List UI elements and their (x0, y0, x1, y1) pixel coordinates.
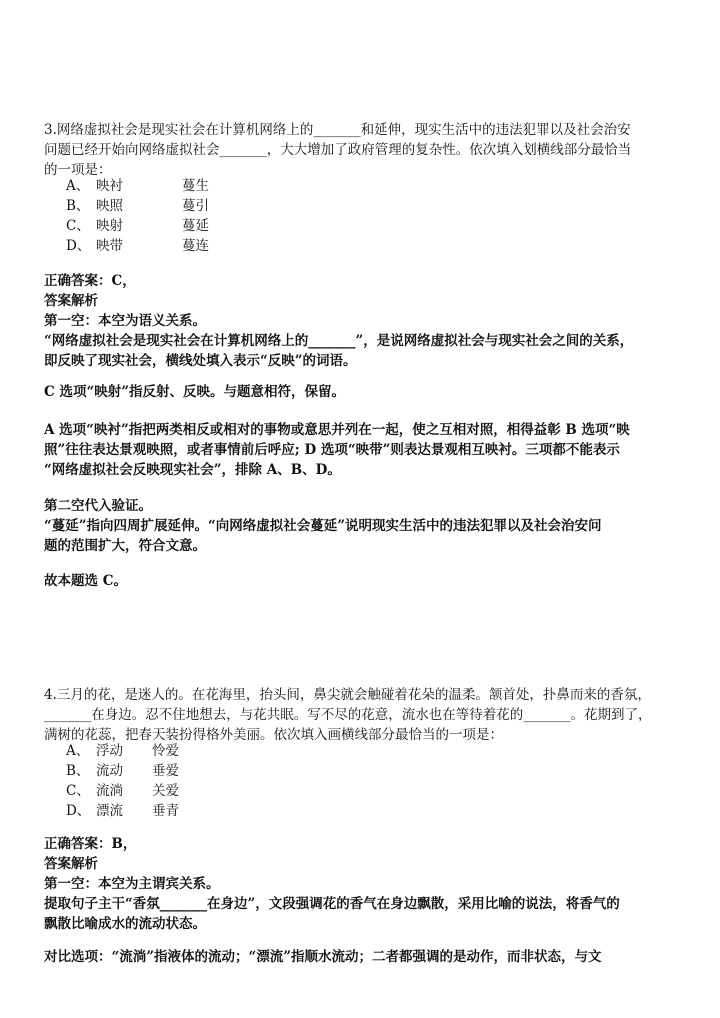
q4-analysis-line: 提取句子主干“香氛_______在身边”，文段强调花的香气在身边飘散，采用比喻的说法，将香气的 (44, 896, 620, 912)
option-word1: 流淌 (96, 783, 123, 799)
q3-stem-line: 的一项是： (44, 162, 112, 178)
q3-analysis-line: 即反映了现实社会，横线处填入表示“反映”的词语。 (44, 353, 357, 369)
q3-analysis-title: 答案解析 (44, 293, 98, 309)
option-word1: 映射 (96, 218, 123, 234)
q3-analysis-line: 第二空代入验证。 (44, 498, 152, 514)
option-word2: 怜爱 (152, 743, 179, 759)
q3-answer-block (44, 271, 684, 371)
q3-para2 (44, 382, 684, 402)
option-letter: A、 (66, 178, 90, 194)
option-word2: 蔓引 (182, 198, 209, 214)
q3-analysis-line: “蔓延”指向四周扩展延伸。“向网络虚拟社会蔓延”说明现实生活中的违法犯罪以及社会治安问 (44, 518, 602, 534)
option-word2: 蔓生 (182, 178, 209, 194)
q3-stem-line: 3.网络虚拟社会是现实社会在计算机网络上的_______和延伸，现实生活中的违法犯罪以及社会治安 (44, 122, 631, 138)
option-word2: 蔓延 (182, 218, 209, 234)
option-letter: C、 (66, 783, 90, 799)
q3-analysis-line: 题的范围扩大，符合文意。 (44, 538, 206, 554)
q3-conclusion (44, 571, 684, 591)
option-letter: C、 (66, 218, 90, 234)
option-letter: B、 (66, 763, 90, 779)
q3-analysis-line: “网络虚拟社会是现实社会在计算机网络上的_______”，是说网络虚拟社会与现实社会之间的关系， (44, 333, 634, 349)
option-word1: 浮动 (96, 743, 123, 759)
q4-analysis-line: 对比选项：“流淌”指液体的流动；“漂流”指顺水流动；二者都强调的是动作，而非状态，与文 (44, 949, 602, 965)
option-letter: B、 (66, 198, 90, 214)
q3-correct-answer: 正确答案：C， (44, 273, 136, 289)
option-letter: D、 (66, 238, 91, 254)
option-word1: 流动 (96, 763, 123, 779)
q3-analysis-line: 第一空：本空为语义关系。 (44, 313, 206, 329)
q4-analysis-title: 答案解析 (44, 856, 98, 872)
q4-answer-block (44, 834, 684, 934)
option-word1: 映照 (96, 198, 123, 214)
q4-stem-line: 4.三月的花，是迷人的。在花海里，抬头间，鼻尖就会触碰着花朵的温柔。颔首处，扑鼻而来的香氛， (44, 687, 651, 703)
q3-analysis-line: “网络虚拟社会反映现实社会”，排除 A、B、D。 (44, 462, 341, 478)
q3-stem (44, 120, 684, 180)
q3-conclusion-line: 故本题选 C。 (44, 573, 127, 589)
q4-correct-answer: 正确答案：B， (44, 836, 137, 852)
option-word1: 漂流 (96, 803, 123, 819)
q3-analysis-line: C 选项“映射”指反射、反映。与题意相符，保留。 (44, 384, 345, 400)
q3-para3 (44, 420, 684, 480)
q4-para2 (44, 947, 684, 967)
option-word2: 垂爱 (152, 763, 179, 779)
q3-para4 (44, 496, 684, 556)
q4-stem (44, 685, 684, 745)
option-word2: 关爱 (152, 783, 179, 799)
q3-stem-line: 问题已经开始向网络虚拟社会_______，大大增加了政府管理的复杂性。依次填入划横线部分最恰当 (44, 142, 632, 158)
q4-analysis-line: 第一空：本空为主谓宾关系。 (44, 876, 220, 892)
option-letter: D、 (66, 803, 91, 819)
q4-analysis-line: 飘散比喻成水的流动状态。 (44, 916, 206, 932)
q3-analysis-line: A 选项“映衬”指把两类相反或相对的事物或意思并列在一起，使之互相对照，相得益彰 B 选项“映 (44, 422, 630, 438)
option-word2: 蔓连 (182, 238, 209, 254)
q4-stem-line: _______在身边。忍不住地想去，与花共眠。写不尽的花意，流水也在等待着花的_______。花期到了， (44, 707, 652, 723)
option-word2: 垂青 (152, 803, 179, 819)
option-word1: 映带 (96, 238, 123, 254)
q4-stem-line: 满树的花蕊，把春天装扮得格外美丽。依次填入画横线部分最恰当的一项是： (44, 727, 503, 743)
option-letter: A、 (66, 743, 90, 759)
q3-analysis-line: 照”往往表达景观映照，或者事情前后呼应; D 选项“映带”则表达景观相互映衬。三项都不能表示 (44, 442, 620, 458)
option-word1: 映衬 (96, 178, 123, 194)
